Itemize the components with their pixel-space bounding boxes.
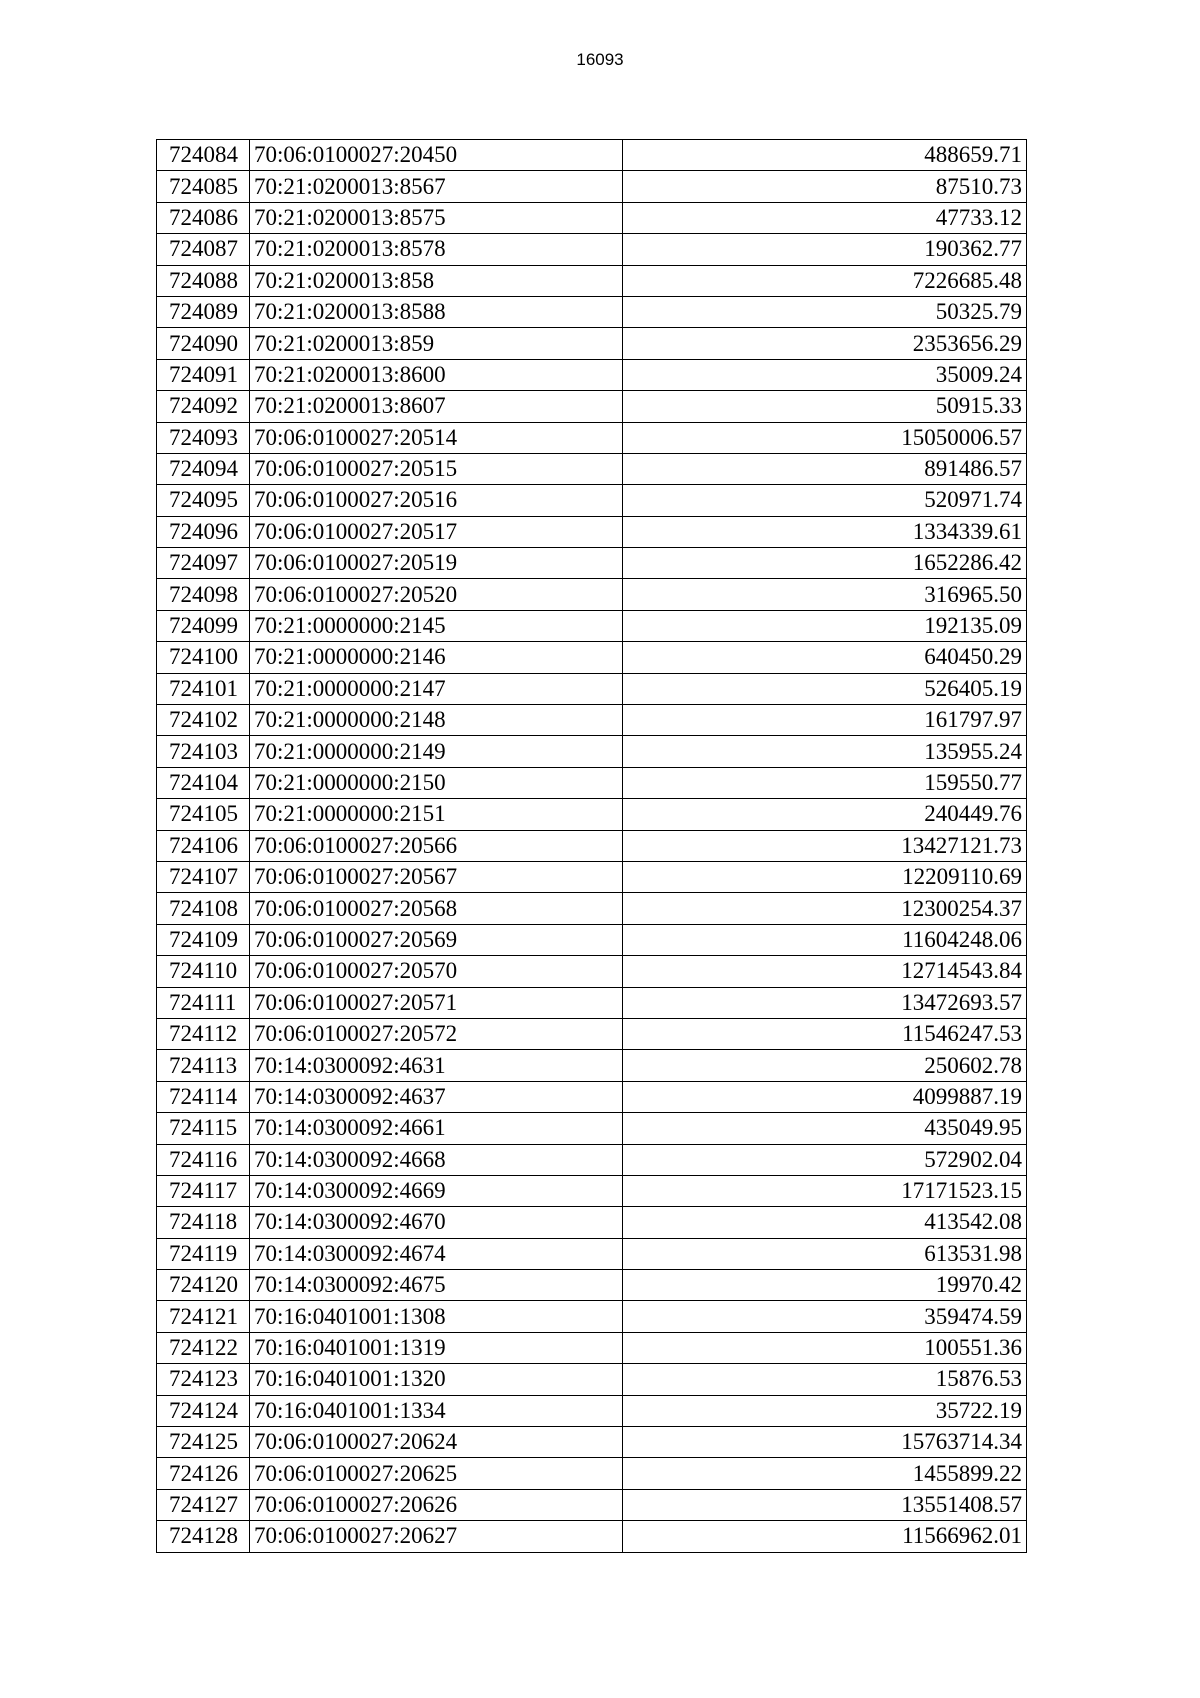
cadastral-number-cell: 70:16:0401001:1319 [250,1332,623,1363]
cadastral-number-cell: 70:21:0000000:2147 [250,673,623,704]
table-row [157,1521,1027,1552]
cadastral-number-cell: 70:21:0200013:8607 [250,391,623,422]
table-row [157,924,1027,955]
cadastral-value-cell: 35722.19 [623,1395,1027,1426]
cadastral-number-cell: 70:14:0300092:4674 [250,1238,623,1269]
table-row [157,391,1027,422]
cadastral-value-cell: 488659.71 [623,140,1027,171]
table-row [157,956,1027,987]
cadastral-value-cell: 1652286.42 [623,548,1027,579]
table-row [157,171,1027,202]
row-id-cell: 724121 [157,1301,250,1332]
cadastral-value-cell: 359474.59 [623,1301,1027,1332]
cadastral-number-cell: 70:21:0000000:2148 [250,705,623,736]
table-row [157,1050,1027,1081]
cadastral-number-cell: 70:06:0100027:20571 [250,987,623,1018]
table-row [157,579,1027,610]
table-row [157,1238,1027,1269]
cadastral-number-cell: 70:21:0000000:2145 [250,610,623,641]
cadastral-value-cell: 161797.97 [623,705,1027,736]
row-id-cell: 724124 [157,1395,250,1426]
cadastral-number-cell: 70:06:0100027:20572 [250,1018,623,1049]
cadastral-value-cell: 11566962.01 [623,1521,1027,1552]
table-row [157,1175,1027,1206]
cadastral-value-cell: 12714543.84 [623,956,1027,987]
row-id-cell: 724122 [157,1332,250,1363]
table-row [157,265,1027,296]
row-id-cell: 724119 [157,1238,250,1269]
cadastral-number-cell: 70:14:0300092:4670 [250,1207,623,1238]
row-id-cell: 724086 [157,202,250,233]
cadastral-value-cell: 11604248.06 [623,924,1027,955]
cadastral-number-cell: 70:16:0401001:1308 [250,1301,623,1332]
row-id-cell: 724107 [157,861,250,892]
cadastral-value-cell: 17171523.15 [623,1175,1027,1206]
cadastral-number-cell: 70:21:0200013:859 [250,328,623,359]
row-id-cell: 724117 [157,1175,250,1206]
row-id-cell: 724111 [157,987,250,1018]
table-row [157,1364,1027,1395]
cadastral-value-cell: 12300254.37 [623,893,1027,924]
cadastral-value-cell: 613531.98 [623,1238,1027,1269]
cadastral-number-cell: 70:06:0100027:20568 [250,893,623,924]
cadastral-value-cell: 526405.19 [623,673,1027,704]
row-id-cell: 724126 [157,1458,250,1489]
cadastral-value-cell: 12209110.69 [623,861,1027,892]
table-row [157,359,1027,390]
cadastral-number-cell: 70:14:0300092:4637 [250,1081,623,1112]
table-row [157,1301,1027,1332]
cadastral-value-cell: 1334339.61 [623,516,1027,547]
row-id-cell: 724108 [157,893,250,924]
table-row [157,736,1027,767]
row-id-cell: 724118 [157,1207,250,1238]
cadastral-number-cell: 70:21:0200013:8567 [250,171,623,202]
cadastral-value-cell: 2353656.29 [623,328,1027,359]
table-row [157,1395,1027,1426]
cadastral-value-cell: 13472693.57 [623,987,1027,1018]
cadastral-value-cell: 640450.29 [623,642,1027,673]
cadastral-number-cell: 70:14:0300092:4669 [250,1175,623,1206]
row-id-cell: 724109 [157,924,250,955]
cadastral-value-cell: 7226685.48 [623,265,1027,296]
row-id-cell: 724120 [157,1270,250,1301]
table-row [157,987,1027,1018]
cadastral-number-cell: 70:14:0300092:4668 [250,1144,623,1175]
page-number: 16093 [576,50,624,69]
cadastral-number-cell: 70:21:0000000:2146 [250,642,623,673]
table-row [157,767,1027,798]
cadastral-number-cell: 70:06:0100027:20519 [250,548,623,579]
cadastral-number-cell: 70:06:0100027:20626 [250,1489,623,1520]
cadastral-value-cell: 50915.33 [623,391,1027,422]
row-id-cell: 724123 [157,1364,250,1395]
cadastral-number-cell: 70:21:0000000:2150 [250,767,623,798]
row-id-cell: 724092 [157,391,250,422]
row-id-cell: 724116 [157,1144,250,1175]
table-row [157,893,1027,924]
cadastral-value-cell: 572902.04 [623,1144,1027,1175]
cadastral-number-cell: 70:06:0100027:20624 [250,1427,623,1458]
table-row [157,328,1027,359]
cadastral-number-cell: 70:16:0401001:1320 [250,1364,623,1395]
cadastral-number-cell: 70:06:0100027:20627 [250,1521,623,1552]
cadastral-value-cell: 35009.24 [623,359,1027,390]
cadastral-value-cell: 135955.24 [623,736,1027,767]
row-id-cell: 724114 [157,1081,250,1112]
cadastral-value-cell: 47733.12 [623,202,1027,233]
table-row [157,1113,1027,1144]
cadastral-number-cell: 70:06:0100027:20515 [250,453,623,484]
row-id-cell: 724095 [157,485,250,516]
table-row [157,140,1027,171]
row-id-cell: 724094 [157,453,250,484]
cadastral-number-cell: 70:06:0100027:20570 [250,956,623,987]
table-row [157,1489,1027,1520]
cadastral-value-cell: 100551.36 [623,1332,1027,1363]
cadastral-value-cell: 4099887.19 [623,1081,1027,1112]
cadastral-number-cell: 70:21:0200013:8600 [250,359,623,390]
row-id-cell: 724087 [157,234,250,265]
row-id-cell: 724091 [157,359,250,390]
cadastral-value-cell: 891486.57 [623,453,1027,484]
table-row [157,861,1027,892]
row-id-cell: 724105 [157,799,250,830]
cadastral-number-cell: 70:21:0000000:2151 [250,799,623,830]
cadastral-number-cell: 70:06:0100027:20514 [250,422,623,453]
cadastral-number-cell: 70:14:0300092:4675 [250,1270,623,1301]
row-id-cell: 724097 [157,548,250,579]
cadastral-value-cell: 413542.08 [623,1207,1027,1238]
table-row [157,673,1027,704]
cadastral-value-cell: 15876.53 [623,1364,1027,1395]
row-id-cell: 724106 [157,830,250,861]
table-row [157,1207,1027,1238]
table-row [157,1458,1027,1489]
cadastral-value-cell: 159550.77 [623,767,1027,798]
row-id-cell: 724098 [157,579,250,610]
row-id-cell: 724115 [157,1113,250,1144]
table-row [157,1144,1027,1175]
table-body [157,140,1027,1553]
cadastral-number-cell: 70:21:0200013:8578 [250,234,623,265]
table-row [157,1270,1027,1301]
cadastral-number-cell: 70:06:0100027:20450 [250,140,623,171]
table-row [157,705,1027,736]
cadastral-value-cell: 13427121.73 [623,830,1027,861]
cadastral-number-cell: 70:06:0100027:20566 [250,830,623,861]
cadastral-value-cell: 435049.95 [623,1113,1027,1144]
cadastral-value-cell: 50325.79 [623,296,1027,327]
cadastral-value-cell: 190362.77 [623,234,1027,265]
cadastral-number-cell: 70:21:0200013:858 [250,265,623,296]
table-row [157,202,1027,233]
cadastral-value-cell: 19970.42 [623,1270,1027,1301]
table-row [157,1332,1027,1363]
row-id-cell: 724110 [157,956,250,987]
cadastral-value-cell: 11546247.53 [623,1018,1027,1049]
row-id-cell: 724099 [157,610,250,641]
cadastral-number-cell: 70:06:0100027:20517 [250,516,623,547]
cadastral-value-cell: 316965.50 [623,579,1027,610]
row-id-cell: 724100 [157,642,250,673]
row-id-cell: 724085 [157,171,250,202]
cadastral-number-cell: 70:14:0300092:4661 [250,1113,623,1144]
cadastral-value-cell: 520971.74 [623,485,1027,516]
cadastral-value-cell: 15050006.57 [623,422,1027,453]
cadastral-number-cell: 70:06:0100027:20516 [250,485,623,516]
row-id-cell: 724093 [157,422,250,453]
row-id-cell: 724088 [157,265,250,296]
table-row [157,485,1027,516]
table-row [157,548,1027,579]
table-row [157,1427,1027,1458]
cadastral-number-cell: 70:16:0401001:1334 [250,1395,623,1426]
table-row [157,642,1027,673]
cadastral-number-cell: 70:06:0100027:20569 [250,924,623,955]
row-id-cell: 724112 [157,1018,250,1049]
row-id-cell: 724090 [157,328,250,359]
table-row [157,516,1027,547]
table-row [157,830,1027,861]
cadastral-value-cell: 15763714.34 [623,1427,1027,1458]
row-id-cell: 724127 [157,1489,250,1520]
row-id-cell: 724103 [157,736,250,767]
row-id-cell: 724096 [157,516,250,547]
row-id-cell: 724113 [157,1050,250,1081]
table-row [157,1081,1027,1112]
table-row [157,1018,1027,1049]
cadastral-number-cell: 70:06:0100027:20567 [250,861,623,892]
cadastral-number-cell: 70:06:0100027:20625 [250,1458,623,1489]
cadastral-value-cell: 1455899.22 [623,1458,1027,1489]
cadastral-number-cell: 70:21:0200013:8588 [250,296,623,327]
cadastral-value-cell: 240449.76 [623,799,1027,830]
row-id-cell: 724089 [157,296,250,327]
row-id-cell: 724084 [157,140,250,171]
row-id-cell: 724125 [157,1427,250,1458]
table-row [157,453,1027,484]
table-row [157,234,1027,265]
table-row [157,799,1027,830]
row-id-cell: 724102 [157,705,250,736]
row-id-cell: 724128 [157,1521,250,1552]
cadastral-value-table [156,139,1027,1553]
cadastral-value-cell: 192135.09 [623,610,1027,641]
row-id-cell: 724104 [157,767,250,798]
cadastral-number-cell: 70:06:0100027:20520 [250,579,623,610]
cadastral-number-cell: 70:21:0000000:2149 [250,736,623,767]
cadastral-value-cell: 250602.78 [623,1050,1027,1081]
table-row [157,422,1027,453]
cadastral-value-cell: 87510.73 [623,171,1027,202]
cadastral-number-cell: 70:21:0200013:8575 [250,202,623,233]
row-id-cell: 724101 [157,673,250,704]
cadastral-value-cell: 13551408.57 [623,1489,1027,1520]
table-row [157,296,1027,327]
table-row [157,610,1027,641]
cadastral-number-cell: 70:14:0300092:4631 [250,1050,623,1081]
